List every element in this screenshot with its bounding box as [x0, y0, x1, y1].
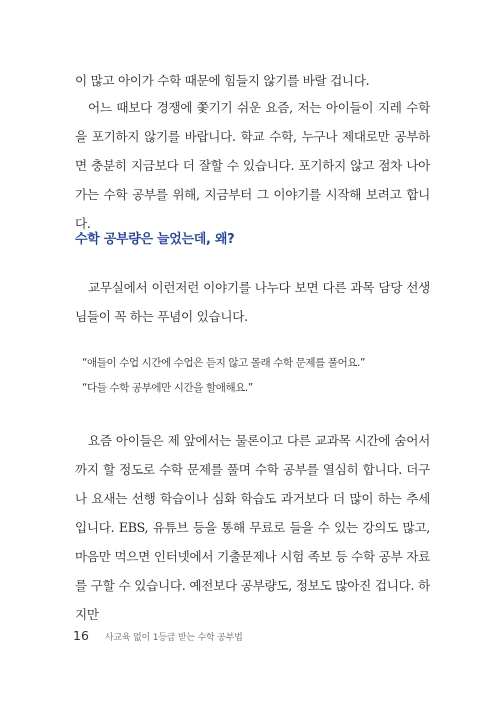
section-heading: 수학 공부량은 늘었는데, 왜?	[75, 232, 235, 247]
page-footer	[73, 628, 243, 643]
paragraph-staffroom: 교무실에서 이런저런 이야기를 나누다 보면 다른 과목 담당 선생님들이 꼭 하는 푸념이 있습니다.	[75, 280, 430, 324]
book-title: 사교육 없이 1등급 받는 수학 공부법	[104, 633, 243, 643]
paragraph-continued: 이 많고 아이가 수학 때문에 힘들지 않기를 바랄 겁니다.	[75, 73, 370, 88]
page-number: 16	[73, 628, 89, 643]
paragraph-intro: 어느 때보다 경쟁에 쫓기기 쉬운 요즘, 저는 아이들이 지레 수학을 포기하지 않기를 바랍니다. 학교 수학, 누구나 제대로만 공부하면 충분히 지금보다 더 잘할 수 있습니다. 포기하지 않고 점차 나아가는 수학 공부를 위해, 지금부터 그 이야기를 시작해 보려고 합니다.	[75, 100, 430, 231]
paragraph-study-amount: 요즘 아이들은 제 앞에서는 물론이고 다른 교과목 시간에 숨어서까지 할 정도로 수학 문제를 풀며 수학 공부를 열심히 합니다. 더구나 요새는 선행 학습이나 심화 학습도 과거보다 더 많이 하는 추세입니다. EBS, 유튜브 등을 통해 무료로 들을 수 있는 강의도 많고, 마음만 먹으면 인터넷에서 기출문제나 시험 족보 등 수학 공부 자료를 구할 수 있습니다. 예전보다 공부량도, 정보도 많아진 겁니다. 하지만	[75, 433, 430, 622]
quote-1: “애들이 수업 시간에 수업은 듣지 않고 몰래 수학 문제를 풀어요.”	[82, 357, 366, 369]
quote-2: “다들 수학 공부에만 시간을 할애해요.”	[82, 382, 253, 394]
